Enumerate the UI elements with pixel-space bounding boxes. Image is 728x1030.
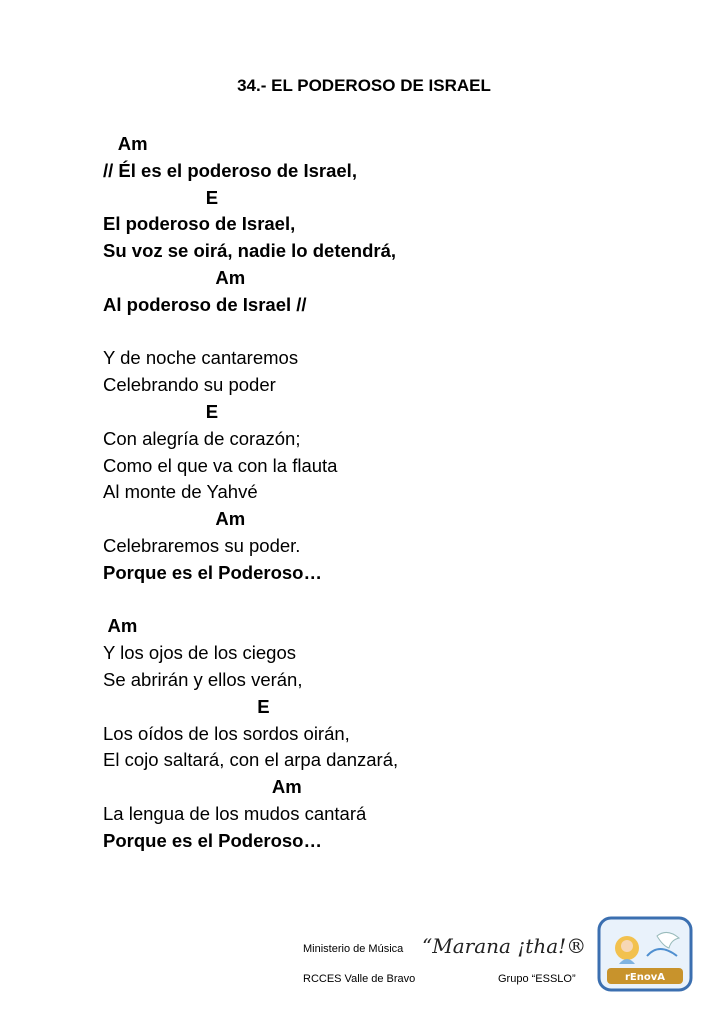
lyric-line: Y los ojos de los ciegos [103,642,296,664]
song-title: 34.- EL PODEROSO DE ISRAEL [237,76,491,95]
lyric-line: Su voz se oirá, nadie lo detendrá, [103,240,396,262]
lyric-line: El cojo saltará, con el arpa danzará, [103,749,399,771]
logo-text: rEnovA [624,972,666,983]
lyric-line: Los oídos de los sordos oirán, [103,722,350,744]
footer-group: Grupo “ESSLO” [498,973,576,985]
lyric-line: Porque es el Poderoso… [103,829,322,851]
chord-line: Am [103,776,302,798]
lyric-line: La lengua de los mudos cantará [103,803,367,824]
lyric-line: Se abrirán y ellos verán, [103,669,303,690]
chord-line: Am [103,133,148,154]
lyric-line: Al poderoso de Israel // [103,293,307,315]
lyric-line: Y de noche cantaremos [103,347,299,369]
footer-brand: “Marana ¡tha!® [422,934,587,958]
lyric-line: Porque es el Poderoso… [103,561,322,583]
lyric-line: Con alegría de corazón; [103,427,301,449]
chord-line: Am [103,508,246,530]
lyric-line: Celebraremos su poder. [103,535,301,556]
chord-line: E [103,695,270,717]
lyric-line: // Él es el poderoso de Israel, [103,159,357,181]
lyric-line: Como el que va con la flauta [103,454,338,476]
chord-line: E [103,401,219,422]
lyric-line: El poderoso de Israel, [103,213,296,235]
renova-logo [597,916,693,992]
lyric-line: Celebrando su poder [103,374,276,396]
footer-ministry: Ministerio de Música [303,943,404,955]
footer-parish: RCCES Valle de Bravo [303,973,416,985]
chord-line: E [103,186,219,208]
chord-line: Am [103,615,138,637]
lyric-line: Al monte de Yahvé [103,481,258,503]
chord-line: Am [103,267,246,288]
